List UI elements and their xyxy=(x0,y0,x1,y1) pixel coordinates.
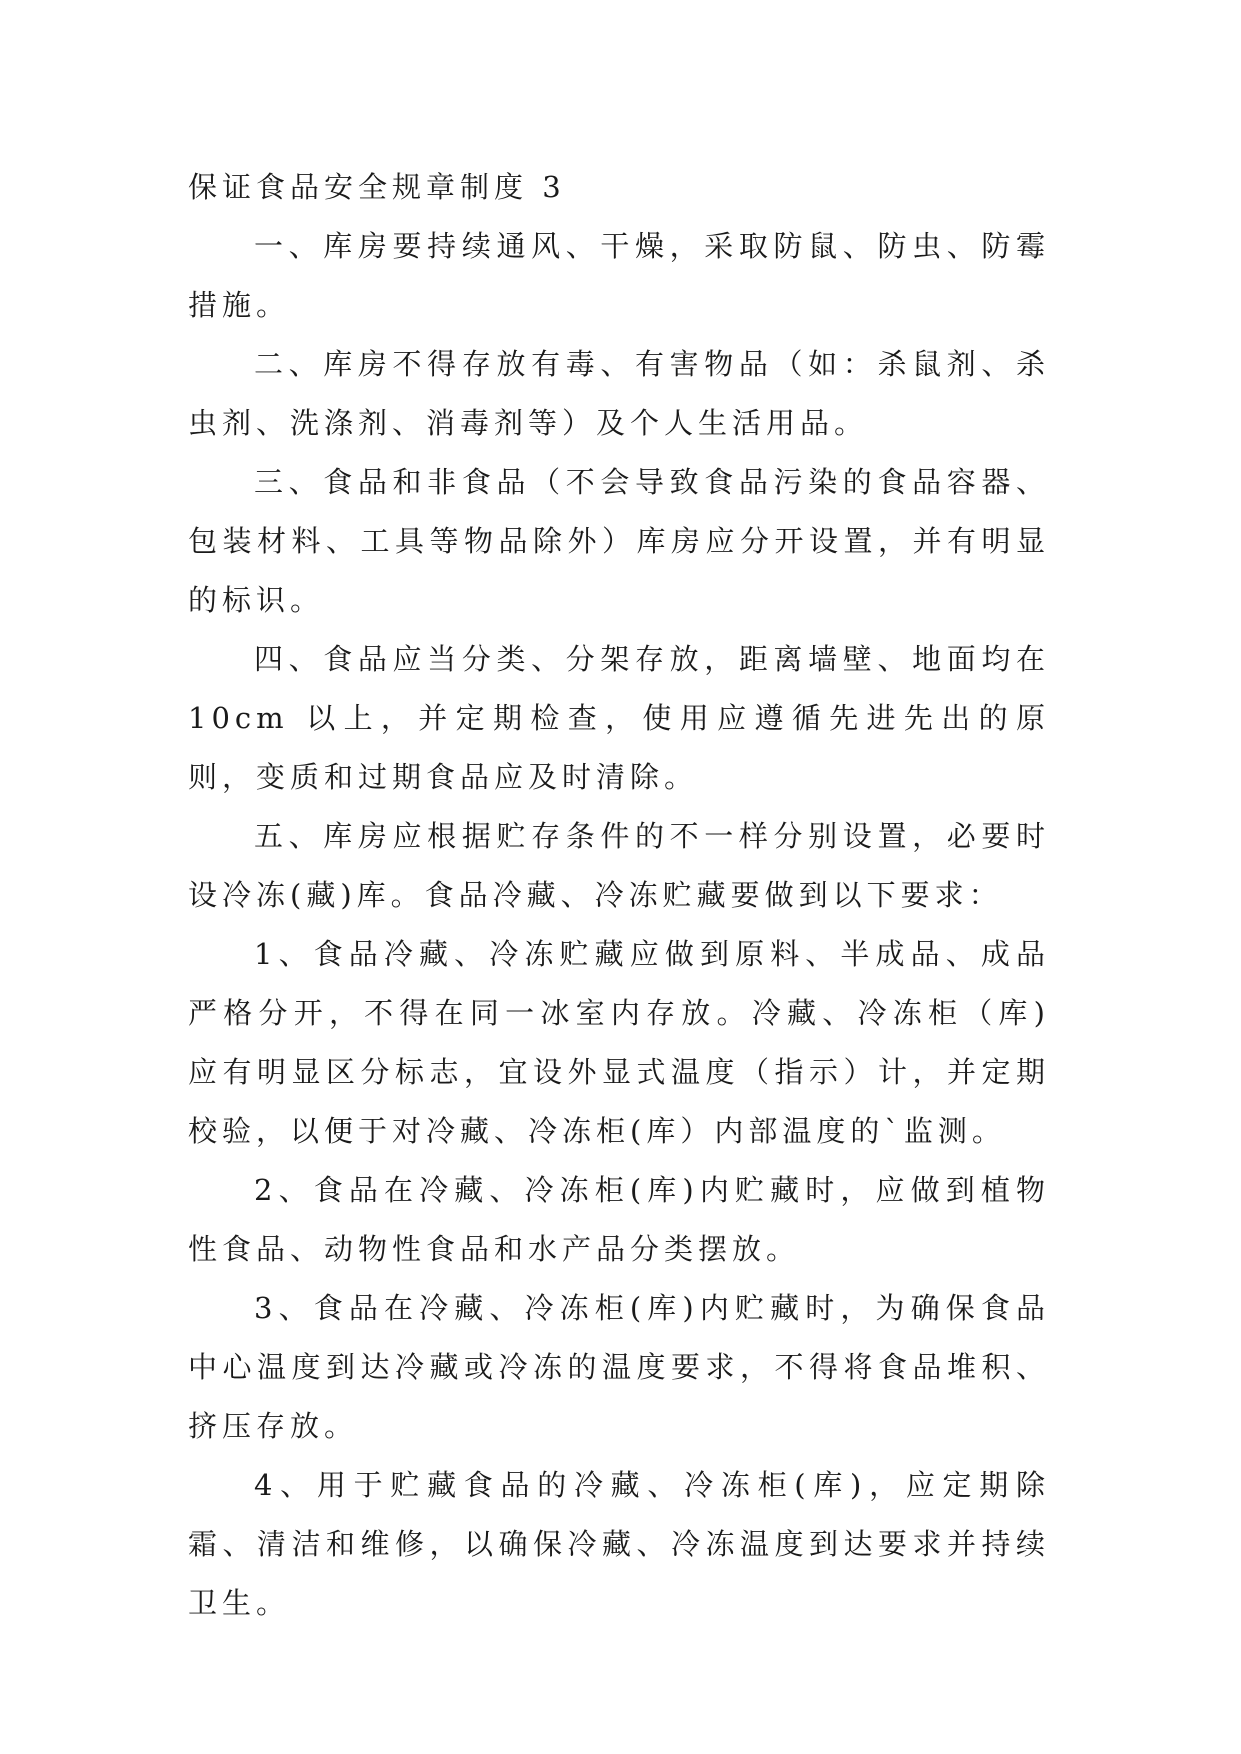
paragraph-1: 一、库房要持续通风、干燥，采取防鼠、防虫、防霉措施。 xyxy=(188,229,1050,322)
paragraph-5: 五、库房应根据贮存条件的不一样分别设置，必要时设冷冻(藏)库。食品冷藏、冷冻贮藏要做到以下要求： xyxy=(188,819,1050,912)
paragraph-4: 四、食品应当分类、分架存放，距离墙壁、地面均在 10cm 以上，并定期检查，使用应遵循先进先出的原则，变质和过期食品应及时清除。 xyxy=(188,642,1050,794)
document-title: 保证食品安全规章制度 3 xyxy=(188,170,566,204)
document-body xyxy=(188,158,1050,1633)
paragraph-2: 二、库房不得存放有毒、有害物品（如：杀鼠剂、杀虫剂、洗涤剂、消毒剂等）及个人生活用品。 xyxy=(188,347,1050,440)
paragraph-7: 2、食品在冷藏、冷冻柜(库)内贮藏时，应做到植物性食品、动物性食品和水产品分类摆放。 xyxy=(188,1173,1050,1266)
paragraph-9: 4、用于贮藏食品的冷藏、冷冻柜(库)，应定期除霜、清洁和维修，以确保冷藏、冷冻温度到达要求并持续卫生。 xyxy=(188,1468,1050,1620)
paragraph-8: 3、食品在冷藏、冷冻柜(库)内贮藏时，为确保食品中心温度到达冷藏或冷冻的温度要求，不得将食品堆积、挤压存放。 xyxy=(188,1291,1050,1443)
paragraph-3: 三、食品和非食品（不会导致食品污染的食品容器、包装材料、工具等物品除外）库房应分开设置，并有明显的标识。 xyxy=(188,465,1050,617)
paragraph-6: 1、食品冷藏、冷冻贮藏应做到原料、半成品、成品严格分开，不得在同一冰室内存放。冷藏、冷冻柜（库)应有明显区分标志，宜设外显式温度（指示）计，并定期校验，以便于对冷藏、冷冻柜(库）内部温度的`监测。 xyxy=(188,937,1050,1148)
